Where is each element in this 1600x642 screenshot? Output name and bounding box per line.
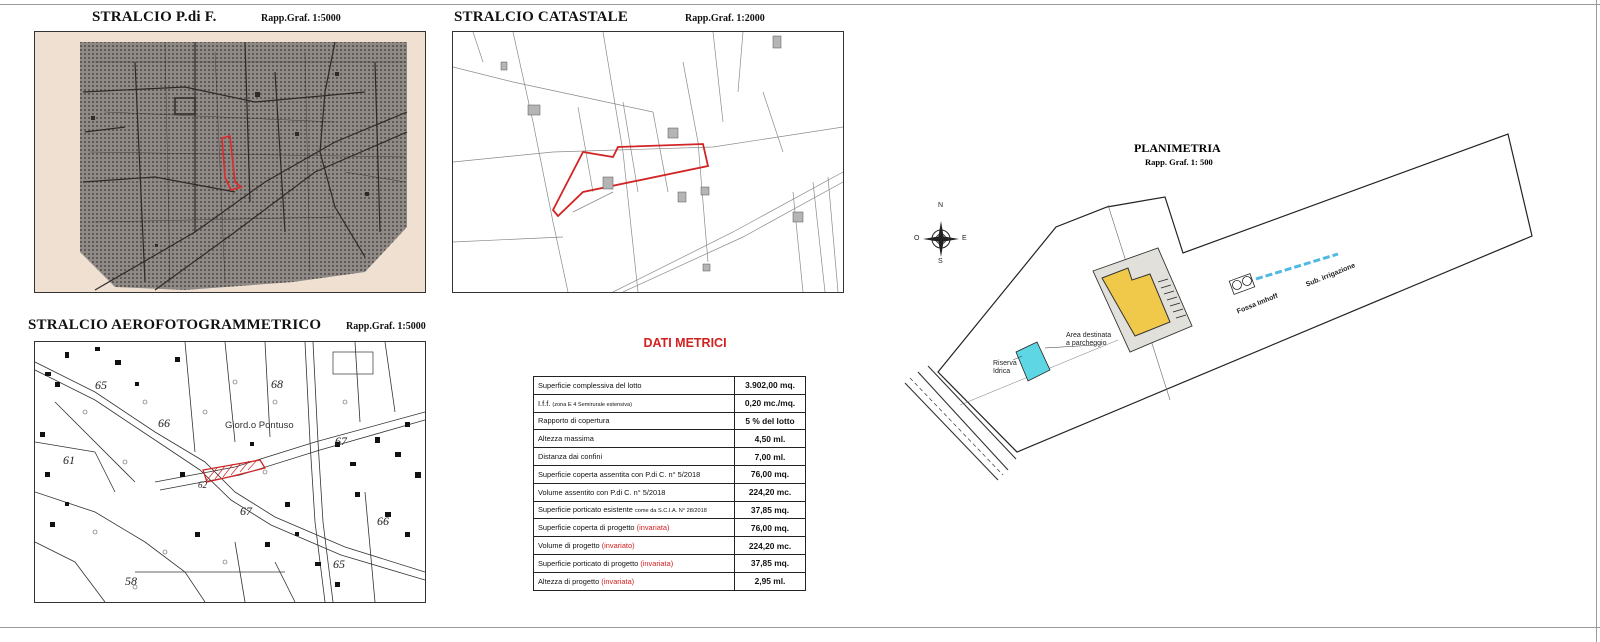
aero-label-67b: 67 — [240, 504, 252, 518]
aero-scale: Rapp.Graf. 1:5000 — [346, 321, 426, 332]
compass-icon — [923, 221, 959, 257]
metrics-note: (invariata) — [601, 576, 635, 586]
metrics-label: Superficie complessiva del lotto — [534, 377, 735, 395]
sub-irrigazione-label: Sub. irrigazione — [1305, 262, 1357, 289]
aero-label-61: 61 — [63, 453, 75, 467]
metrics-label-sub: come da S.C.I.A. N° 28/2018 — [634, 508, 707, 515]
water-reserve — [1016, 342, 1050, 381]
metrics-label: Superficie porticato esistente — [538, 505, 633, 515]
metrics-label: Superficie coperta assentita con P.di C. n° 5/2018 — [534, 465, 735, 483]
riserva-label: Riserva Idrica — [993, 360, 1017, 375]
metrics-value: 0,20 mc./mq. — [735, 394, 806, 412]
catastale-scale: Rapp.Graf. 1:2000 — [685, 13, 765, 24]
catastale-title: STRALCIO CATASTALE — [454, 9, 629, 25]
compass-north: N — [938, 202, 944, 209]
planimetria-scale: Rapp. Graf. 1: 500 — [1145, 157, 1213, 167]
aero-label-65: 65 — [95, 378, 107, 392]
imhoff-tank — [1229, 274, 1254, 295]
metrics-label: Distanza dai confini — [534, 448, 735, 466]
metrics-label-sub: (zona E 4 Semirurale estensiva) — [552, 401, 632, 408]
metrics-value: 224,20 mc. — [735, 537, 806, 555]
metrics-value: 76,00 mq. — [735, 519, 806, 537]
aero-label-68: 68 — [271, 377, 283, 391]
metrics-note: (invariata) — [636, 523, 670, 533]
aero-label-66a: 66 — [158, 416, 170, 430]
aero-label-pontuso: Pontuso — [258, 420, 294, 431]
metrics-value: 224,20 mc. — [735, 483, 806, 501]
compass-south: S — [938, 258, 943, 265]
metrics-note: (invariata) — [640, 558, 674, 568]
metrics-value: 7,00 ml. — [735, 448, 806, 466]
metrics-label: Volume assentito con P.di C. n° 5/2018 — [534, 483, 735, 501]
metrics-title: DATI METRICI — [643, 336, 727, 350]
metrics-value: 37,85 mq. — [735, 554, 806, 572]
metrics-label: Altezza massima — [534, 430, 735, 448]
aero-label-65b: 65 — [333, 557, 345, 571]
parcheggio-label: Area destinata a parcheggio — [1066, 332, 1112, 347]
aero-label-62: 62 — [198, 480, 207, 490]
aero-label-giordano: Giord.o — [225, 420, 257, 431]
planimetria-title: PLANIMETRIA — [1134, 141, 1221, 155]
metrics-value: 4,50 ml. — [735, 430, 806, 448]
fossa-label: Fossa Imhoff — [1236, 292, 1280, 316]
aero-label-67a: 67 — [335, 434, 347, 448]
aero-label-66b: 66 — [377, 514, 389, 528]
metrics-value: 5 % del lotto — [735, 412, 806, 430]
metrics-value: 2,95 ml. — [735, 572, 806, 590]
metrics-value: 3.902,00 mq. — [735, 377, 806, 395]
metrics-note: (invariato) — [601, 541, 635, 551]
metrics-value: 37,85 mq. — [735, 501, 806, 519]
metrics-value: 76,00 mq. — [735, 465, 806, 483]
aero-title: STRALCIO AEROFOTOGRAMMETRICO — [28, 317, 322, 333]
metrics-label: Altezza di progetto — [538, 576, 600, 586]
pdf-scale: Rapp.Graf. 1:5000 — [261, 13, 341, 24]
metrics-label: Rapporto di copertura — [534, 412, 735, 430]
metrics-label: Volume di progetto — [538, 541, 600, 551]
road — [905, 366, 1016, 480]
compass-west: O — [914, 235, 920, 242]
metrics-label: I.f.f. — [538, 398, 551, 408]
metrics-label: Superficie coperta di progetto — [538, 523, 635, 533]
aero-label-58: 58 — [125, 574, 137, 588]
metrics-label: Superficie porticato di progetto — [538, 558, 639, 568]
compass-east: E — [962, 235, 967, 242]
lot-outline — [938, 134, 1532, 452]
pdf-title: STRALCIO P.di F. — [92, 9, 217, 25]
